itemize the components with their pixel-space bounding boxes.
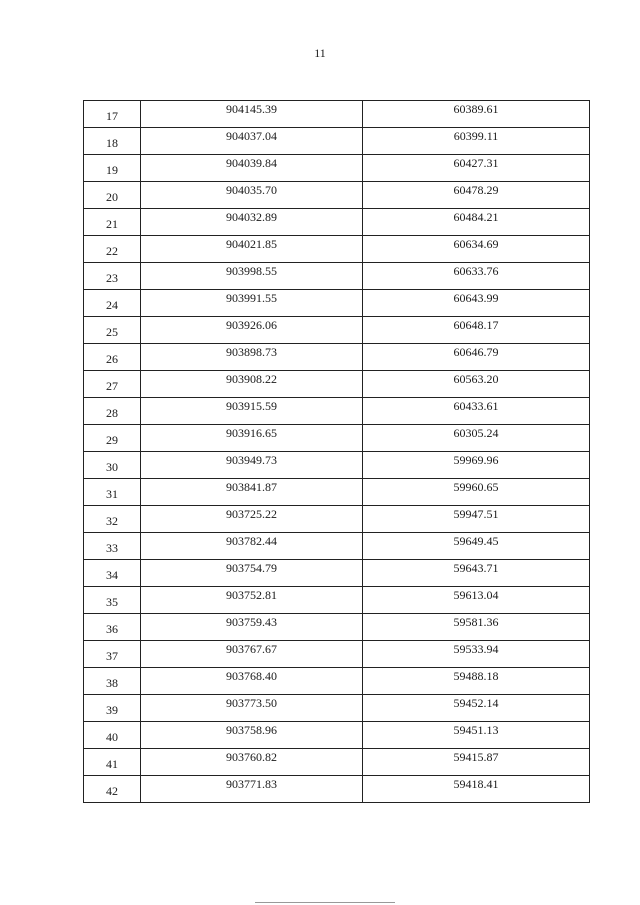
y-coordinate-cell: 60646.79 bbox=[363, 344, 590, 371]
table-row bbox=[84, 776, 590, 803]
x-coordinate-cell: 903841.87 bbox=[141, 479, 363, 506]
x-coordinate-cell: 903754.79 bbox=[141, 560, 363, 587]
y-coordinate-cell: 59947.51 bbox=[363, 506, 590, 533]
x-coordinate-cell: 903898.73 bbox=[141, 344, 363, 371]
y-coordinate-cell: 59451.13 bbox=[363, 722, 590, 749]
point-index-cell: 31 bbox=[84, 479, 141, 506]
x-coordinate-cell: 903782.44 bbox=[141, 533, 363, 560]
point-index-cell: 37 bbox=[84, 641, 141, 668]
table-row bbox=[84, 155, 590, 182]
y-coordinate-cell: 59488.18 bbox=[363, 668, 590, 695]
y-coordinate-cell: 60633.76 bbox=[363, 263, 590, 290]
x-coordinate-cell: 903758.96 bbox=[141, 722, 363, 749]
x-coordinate-cell: 903915.59 bbox=[141, 398, 363, 425]
table-row bbox=[84, 749, 590, 776]
x-coordinate-cell: 904032.89 bbox=[141, 209, 363, 236]
y-coordinate-cell: 60478.29 bbox=[363, 182, 590, 209]
x-coordinate-cell: 903949.73 bbox=[141, 452, 363, 479]
table-row bbox=[84, 101, 590, 128]
y-coordinate-cell: 59643.71 bbox=[363, 560, 590, 587]
y-coordinate-cell: 60634.69 bbox=[363, 236, 590, 263]
x-coordinate-cell: 903760.82 bbox=[141, 749, 363, 776]
point-index-cell: 23 bbox=[84, 263, 141, 290]
table-row bbox=[84, 317, 590, 344]
y-coordinate-cell: 59613.04 bbox=[363, 587, 590, 614]
x-coordinate-cell: 903752.81 bbox=[141, 587, 363, 614]
table-row bbox=[84, 614, 590, 641]
table-row bbox=[84, 587, 590, 614]
table-row bbox=[84, 209, 590, 236]
point-index-cell: 41 bbox=[84, 749, 141, 776]
x-coordinate-cell: 904035.70 bbox=[141, 182, 363, 209]
y-coordinate-cell: 60484.21 bbox=[363, 209, 590, 236]
table-row bbox=[84, 479, 590, 506]
table-row bbox=[84, 290, 590, 317]
y-coordinate-cell: 60648.17 bbox=[363, 317, 590, 344]
x-coordinate-cell: 903725.22 bbox=[141, 506, 363, 533]
point-index-cell: 38 bbox=[84, 668, 141, 695]
y-coordinate-cell: 59581.36 bbox=[363, 614, 590, 641]
y-coordinate-cell: 60399.11 bbox=[363, 128, 590, 155]
x-coordinate-cell: 903991.55 bbox=[141, 290, 363, 317]
point-index-cell: 28 bbox=[84, 398, 141, 425]
table-row bbox=[84, 398, 590, 425]
x-coordinate-cell: 904021.85 bbox=[141, 236, 363, 263]
y-coordinate-cell: 59415.87 bbox=[363, 749, 590, 776]
y-coordinate-cell: 59452.14 bbox=[363, 695, 590, 722]
point-index-cell: 39 bbox=[84, 695, 141, 722]
table-row bbox=[84, 344, 590, 371]
x-coordinate-cell: 903773.50 bbox=[141, 695, 363, 722]
y-coordinate-cell: 60389.61 bbox=[363, 101, 590, 128]
table-row bbox=[84, 128, 590, 155]
y-coordinate-cell: 59649.45 bbox=[363, 533, 590, 560]
x-coordinate-cell: 904145.39 bbox=[141, 101, 363, 128]
table-row bbox=[84, 371, 590, 398]
coordinates-table bbox=[83, 100, 590, 803]
x-coordinate-cell: 904037.04 bbox=[141, 128, 363, 155]
table-row bbox=[84, 182, 590, 209]
x-coordinate-cell: 903998.55 bbox=[141, 263, 363, 290]
y-coordinate-cell: 60563.20 bbox=[363, 371, 590, 398]
x-coordinate-cell: 903759.43 bbox=[141, 614, 363, 641]
point-index-cell: 35 bbox=[84, 587, 141, 614]
point-index-cell: 27 bbox=[84, 371, 141, 398]
point-index-cell: 33 bbox=[84, 533, 141, 560]
bottom-divider bbox=[255, 902, 395, 903]
x-coordinate-cell: 903926.06 bbox=[141, 317, 363, 344]
point-index-cell: 17 bbox=[84, 101, 141, 128]
point-index-cell: 40 bbox=[84, 722, 141, 749]
table-row bbox=[84, 425, 590, 452]
table-row bbox=[84, 668, 590, 695]
table-row bbox=[84, 695, 590, 722]
coordinates-table-body bbox=[84, 101, 590, 803]
point-index-cell: 19 bbox=[84, 155, 141, 182]
page-number: 11 bbox=[314, 46, 326, 60]
x-coordinate-cell: 903916.65 bbox=[141, 425, 363, 452]
point-index-cell: 20 bbox=[84, 182, 141, 209]
table-row bbox=[84, 452, 590, 479]
point-index-cell: 24 bbox=[84, 290, 141, 317]
point-index-cell: 32 bbox=[84, 506, 141, 533]
y-coordinate-cell: 60427.31 bbox=[363, 155, 590, 182]
table-row bbox=[84, 263, 590, 290]
point-index-cell: 26 bbox=[84, 344, 141, 371]
table-row bbox=[84, 722, 590, 749]
table-row bbox=[84, 506, 590, 533]
y-coordinate-cell: 60643.99 bbox=[363, 290, 590, 317]
y-coordinate-cell: 59960.65 bbox=[363, 479, 590, 506]
x-coordinate-cell: 903768.40 bbox=[141, 668, 363, 695]
point-index-cell: 25 bbox=[84, 317, 141, 344]
y-coordinate-cell: 60305.24 bbox=[363, 425, 590, 452]
y-coordinate-cell: 60433.61 bbox=[363, 398, 590, 425]
table-row bbox=[84, 641, 590, 668]
point-index-cell: 36 bbox=[84, 614, 141, 641]
point-index-cell: 42 bbox=[84, 776, 141, 803]
point-index-cell: 18 bbox=[84, 128, 141, 155]
point-index-cell: 22 bbox=[84, 236, 141, 263]
point-index-cell: 34 bbox=[84, 560, 141, 587]
x-coordinate-cell: 903767.67 bbox=[141, 641, 363, 668]
table-row bbox=[84, 533, 590, 560]
table-row bbox=[84, 236, 590, 263]
point-index-cell: 21 bbox=[84, 209, 141, 236]
y-coordinate-cell: 59969.96 bbox=[363, 452, 590, 479]
point-index-cell: 29 bbox=[84, 425, 141, 452]
x-coordinate-cell: 903908.22 bbox=[141, 371, 363, 398]
x-coordinate-cell: 903771.83 bbox=[141, 776, 363, 803]
point-index-cell: 30 bbox=[84, 452, 141, 479]
x-coordinate-cell: 904039.84 bbox=[141, 155, 363, 182]
y-coordinate-cell: 59418.41 bbox=[363, 776, 590, 803]
table-row bbox=[84, 560, 590, 587]
y-coordinate-cell: 59533.94 bbox=[363, 641, 590, 668]
